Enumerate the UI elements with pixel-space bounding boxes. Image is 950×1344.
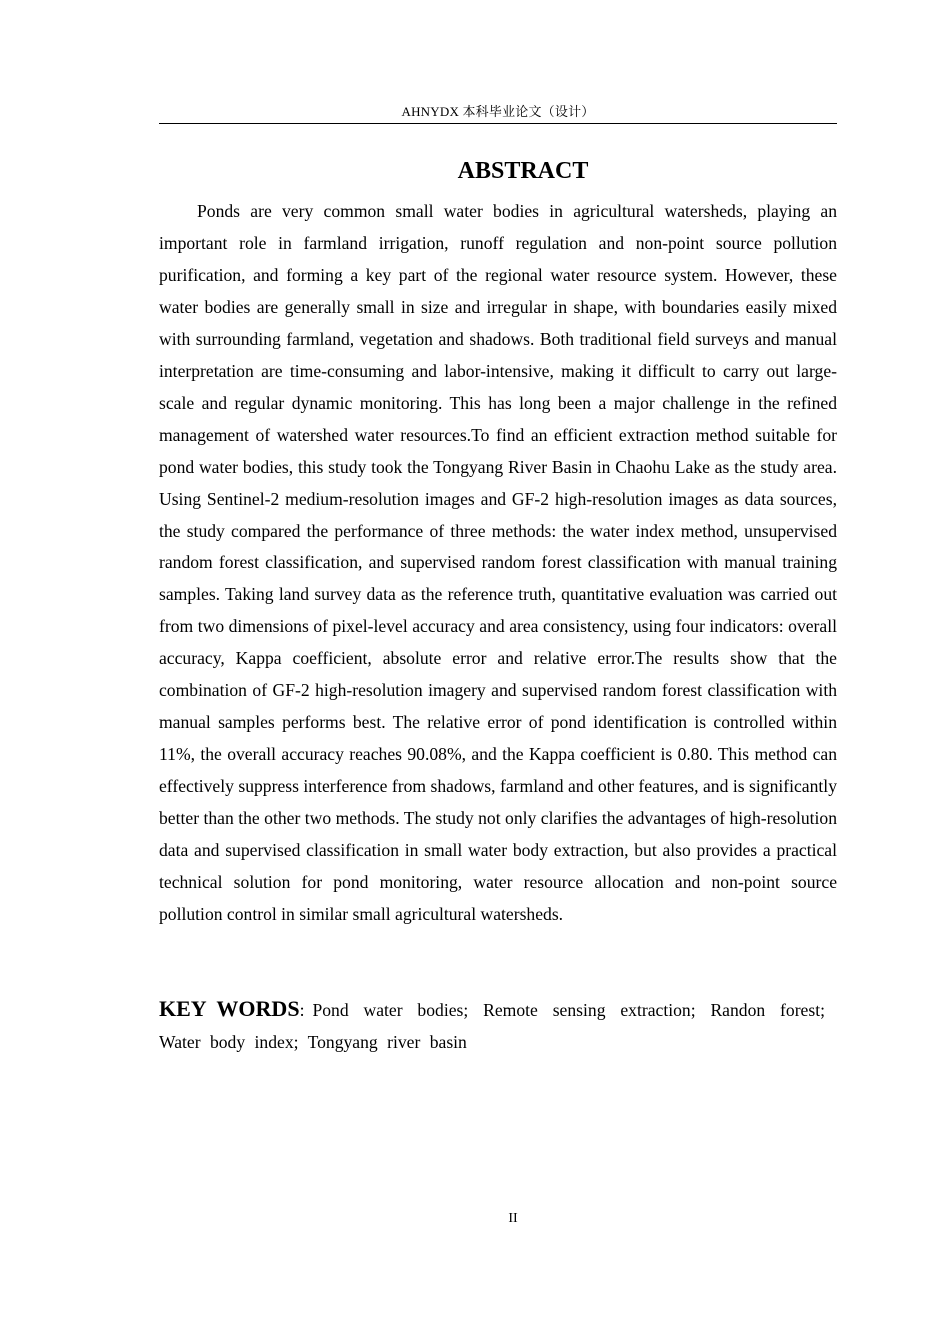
running-header: AHNYDX 本科毕业论文（设计）: [401, 104, 595, 119]
page-number: II: [508, 1211, 518, 1226]
header-rule: [159, 123, 837, 124]
abstract-body: Ponds are very common small water bodies in agricultural watersheds, playing an important role in farmland irrigation, runoff regulation and non-point source pollution purification, and forming a key part of the regional water resource system. However, these water bodies are generally small in size and irregular in shape, with boundaries easily mixed with surrounding farmland, vegetation and shadows. Both traditional field surveys and manual interpretation are time-consuming and labor-intensive, making it difficult to carry out large-scale and regular dynamic monitoring. This has long been a major challenge in the refined management of watershed water resources.To find an efficient extraction method suitable for pond water bodies, this study took the Tongyang River Basin in Chaohu Lake as the study area. Using Sentinel-2 medium-resolution images and GF-2 high-resolution images as data sources, the study compared the performance of three methods: the water index method, unsupervised random forest classification, and supervised random forest classification with manual training samples. Taking land survey data as the reference truth, quantitative evaluation was carried out from two dimensions of pixel-level accuracy and area consistency, using four indicators: overall accuracy, Kappa coefficient, absolute error and relative error.The results show that the combination of GF-2 high-resolution imagery and supervised random forest classification with manual samples performs best. The relative error of pond identification is controlled within 11%, the overall accuracy reaches 90.08%, and the Kappa coefficient is 0.80. This method can effectively suppress interference from shadows, farmland and other features, and is significantly better than the other two methods. The study not only clarifies the advantages of high-resolution data and supervised classification in small water body extraction, but also provides a practical technical solution for pond monitoring, water resource allocation and non-point source pollution control in similar small agricultural watersheds.: [159, 201, 837, 924]
abstract-title: ABSTRACT: [457, 158, 589, 184]
keywords-label: KEY WORDS: [159, 996, 300, 1021]
keywords-paragraph: [159, 993, 825, 1058]
keywords-list: Pond water bodies; Remote sensing extraction; Randon forest; Water body index; Tongyang river basin: [159, 1000, 825, 1052]
keywords-separator: :: [299, 1000, 305, 1020]
